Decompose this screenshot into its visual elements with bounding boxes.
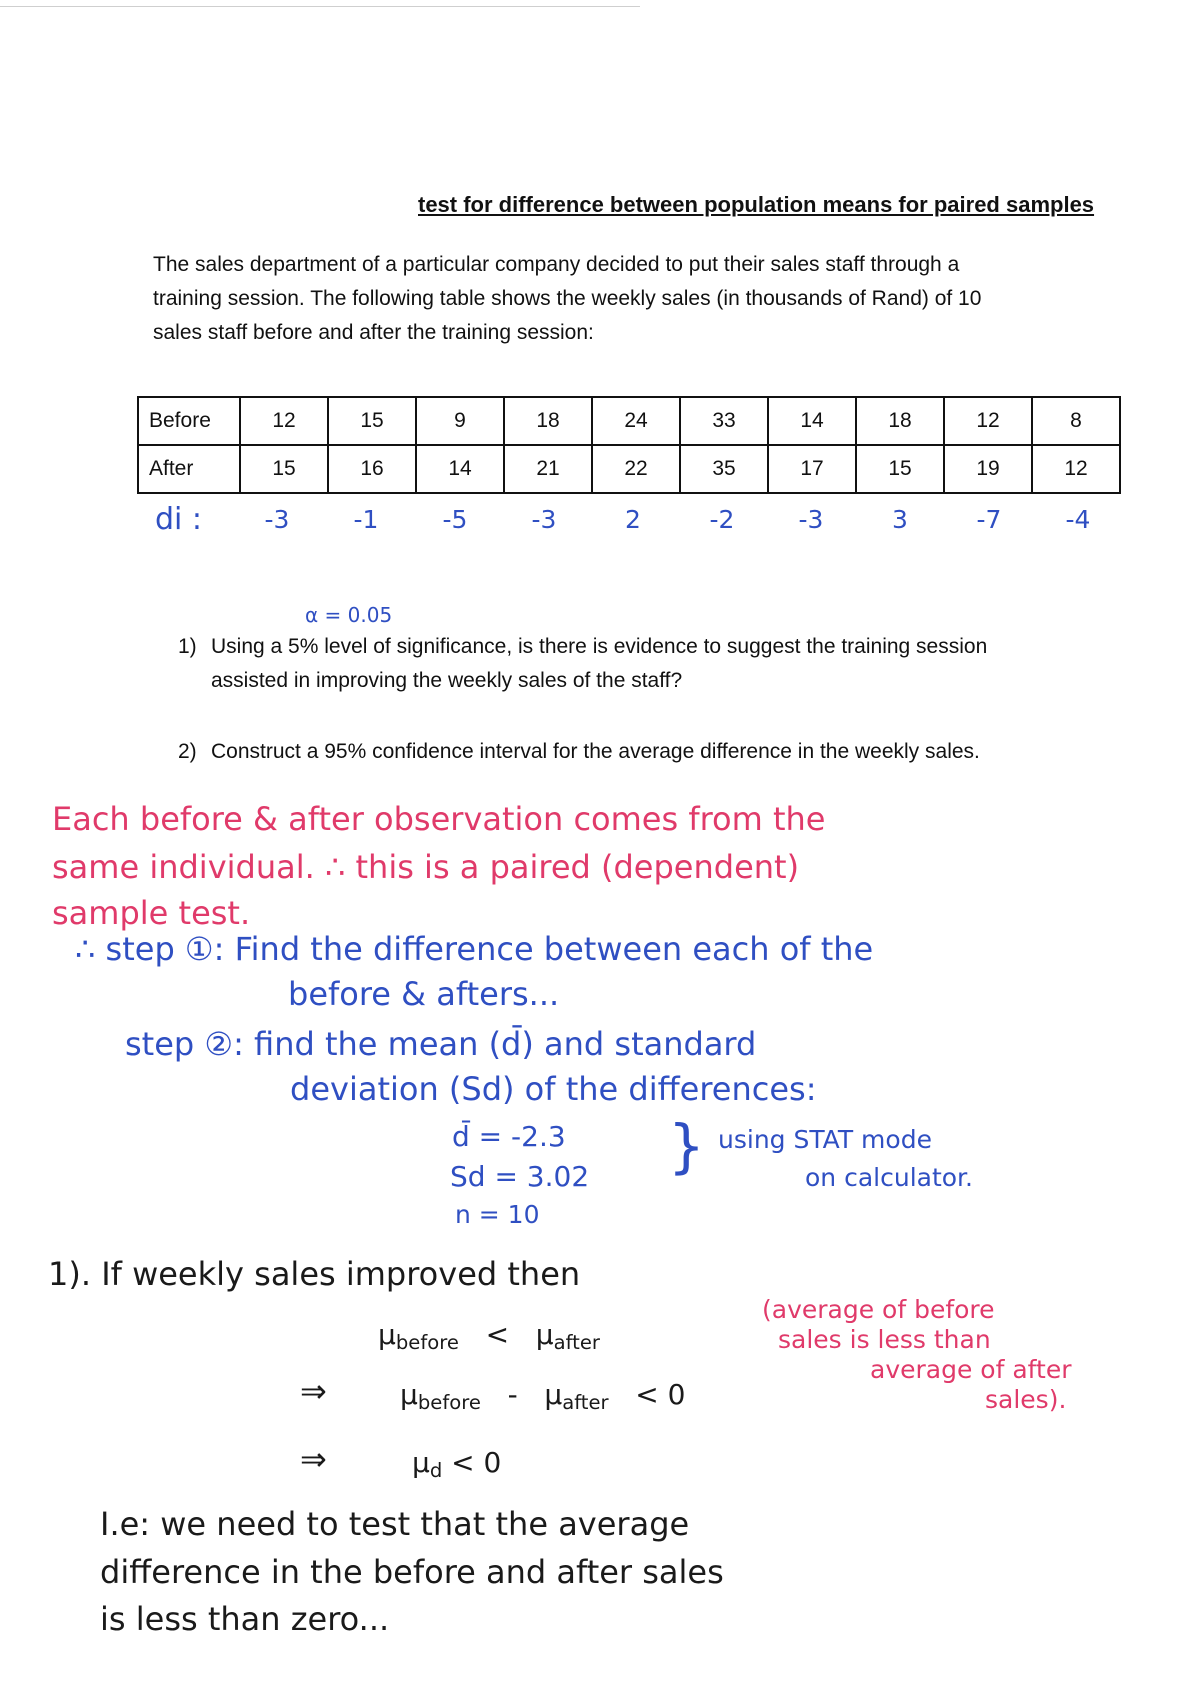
di-value: -3 [264,505,290,534]
table-cell: 12 [240,397,328,445]
hypothesis-line-3 [412,1446,501,1482]
table-cell: 33 [680,397,768,445]
table-cell: 18 [504,397,592,445]
side-note-line: sales). [985,1385,1067,1414]
table-cell: 18 [856,397,944,445]
question-text [211,630,1111,698]
implies-arrow: ⇒ [300,1372,327,1410]
hypothesis-line-2 [400,1378,685,1414]
sd-value: Sd = 3.02 [450,1160,590,1193]
step-1-line: before & afters... [288,975,560,1013]
explanation-line: Each before & after observation comes from the [52,800,826,838]
intro-line: The sales department of a particular company decided to put their sales staff through a [153,253,960,276]
subscript-d: d [429,1458,443,1482]
calculator-note: on calculator. [805,1163,973,1192]
side-note-line: (average of before [762,1295,995,1324]
sales-table [137,396,1121,494]
table-cell: 12 [944,397,1032,445]
subscript-before: before [417,1390,481,1414]
intro-line: sales staff before and after the training session: [153,321,594,344]
mu-symbol: μ [400,1378,418,1411]
subscript-after: after [553,1330,600,1354]
less-than-zero: < 0 [635,1378,686,1411]
mu-symbol: μ [378,1318,396,1351]
table-cell: 14 [768,397,856,445]
conclusion-line: difference in the before and after sales [100,1553,724,1591]
table-cell: 35 [680,445,768,493]
side-note-line: average of after [870,1355,1072,1384]
mu-symbol: μ [535,1318,554,1351]
scan-edge-line [0,6,640,7]
using-note: using STAT mode [718,1125,932,1154]
conclusion-line: I.e: we need to test that the average [100,1505,690,1543]
table-cell: 8 [1032,397,1120,445]
subscript-before: before [395,1330,459,1354]
table-cell: 15 [240,445,328,493]
di-value: -4 [1065,505,1091,534]
di-value: -3 [531,505,557,534]
table-row-after [138,445,1120,493]
table-cell: 24 [592,397,680,445]
side-note-line: sales is less than [778,1325,991,1354]
less-than-zero: < 0 [451,1446,502,1479]
table-cell: 17 [768,445,856,493]
table-row-before [138,397,1120,445]
conclusion-line: is less than zero... [100,1600,390,1638]
table-cell: 15 [856,445,944,493]
di-value: 3 [892,505,908,534]
table-cell: 9 [416,397,504,445]
table-cell: 15 [328,397,416,445]
table-cell: 21 [504,445,592,493]
table-cell: 12 [1032,445,1120,493]
page-title: test for difference between population means for paired samples [418,192,1095,217]
hypothesis-heading: 1). If weekly sales improved then [48,1255,581,1293]
step-1-line: ∴ step ①: Find the difference between each of the [75,930,874,968]
table-cell: 16 [328,445,416,493]
explanation-line: sample test. [52,894,251,932]
di-value: -7 [976,505,1002,534]
di-value: -5 [442,505,468,534]
problem-statement [153,248,1113,350]
di-value: -2 [709,505,735,534]
explanation-line: same individual. ∴ this is a paired (dependent) [52,848,800,886]
n-value: n = 10 [455,1200,540,1229]
step-2-line: step ②: find the mean (d̄) and standard [125,1025,757,1063]
mean-value: d̄ = -2.3 [452,1120,566,1153]
brace-mark: } [668,1112,705,1180]
question-text [211,735,1111,769]
mu-symbol: μ [412,1446,430,1479]
subscript-after: after [562,1390,609,1414]
di-value: -3 [798,505,824,534]
row-header: Before [138,397,240,445]
di-label: di : [155,502,203,537]
table-cell: 19 [944,445,1032,493]
question-number: 1) [178,635,197,658]
mu-symbol: μ [544,1378,563,1411]
row-header: After [138,445,240,493]
hypothesis-line-1 [378,1318,600,1354]
alpha-note: α = 0.05 [305,603,393,627]
implies-arrow: ⇒ [300,1440,327,1478]
di-value: 2 [625,505,641,534]
question-number: 2) [178,740,197,763]
less-than-sign: < [485,1318,510,1351]
question-line: Using a 5% level of significance, is there is evidence to suggest the training session [211,635,988,658]
question-line: assisted in improving the weekly sales of the staff? [211,669,683,692]
table-cell: 22 [592,445,680,493]
minus-sign: - [507,1378,518,1411]
step-2-line: deviation (Sd) of the differences: [290,1070,817,1108]
question-line: Construct a 95% confidence interval for the average difference in the weekly sales. [211,740,980,763]
table-cell: 14 [416,445,504,493]
di-value: -1 [353,505,379,534]
intro-line: training session. The following table shows the weekly sales (in thousands of Rand) of 10 [153,287,982,310]
